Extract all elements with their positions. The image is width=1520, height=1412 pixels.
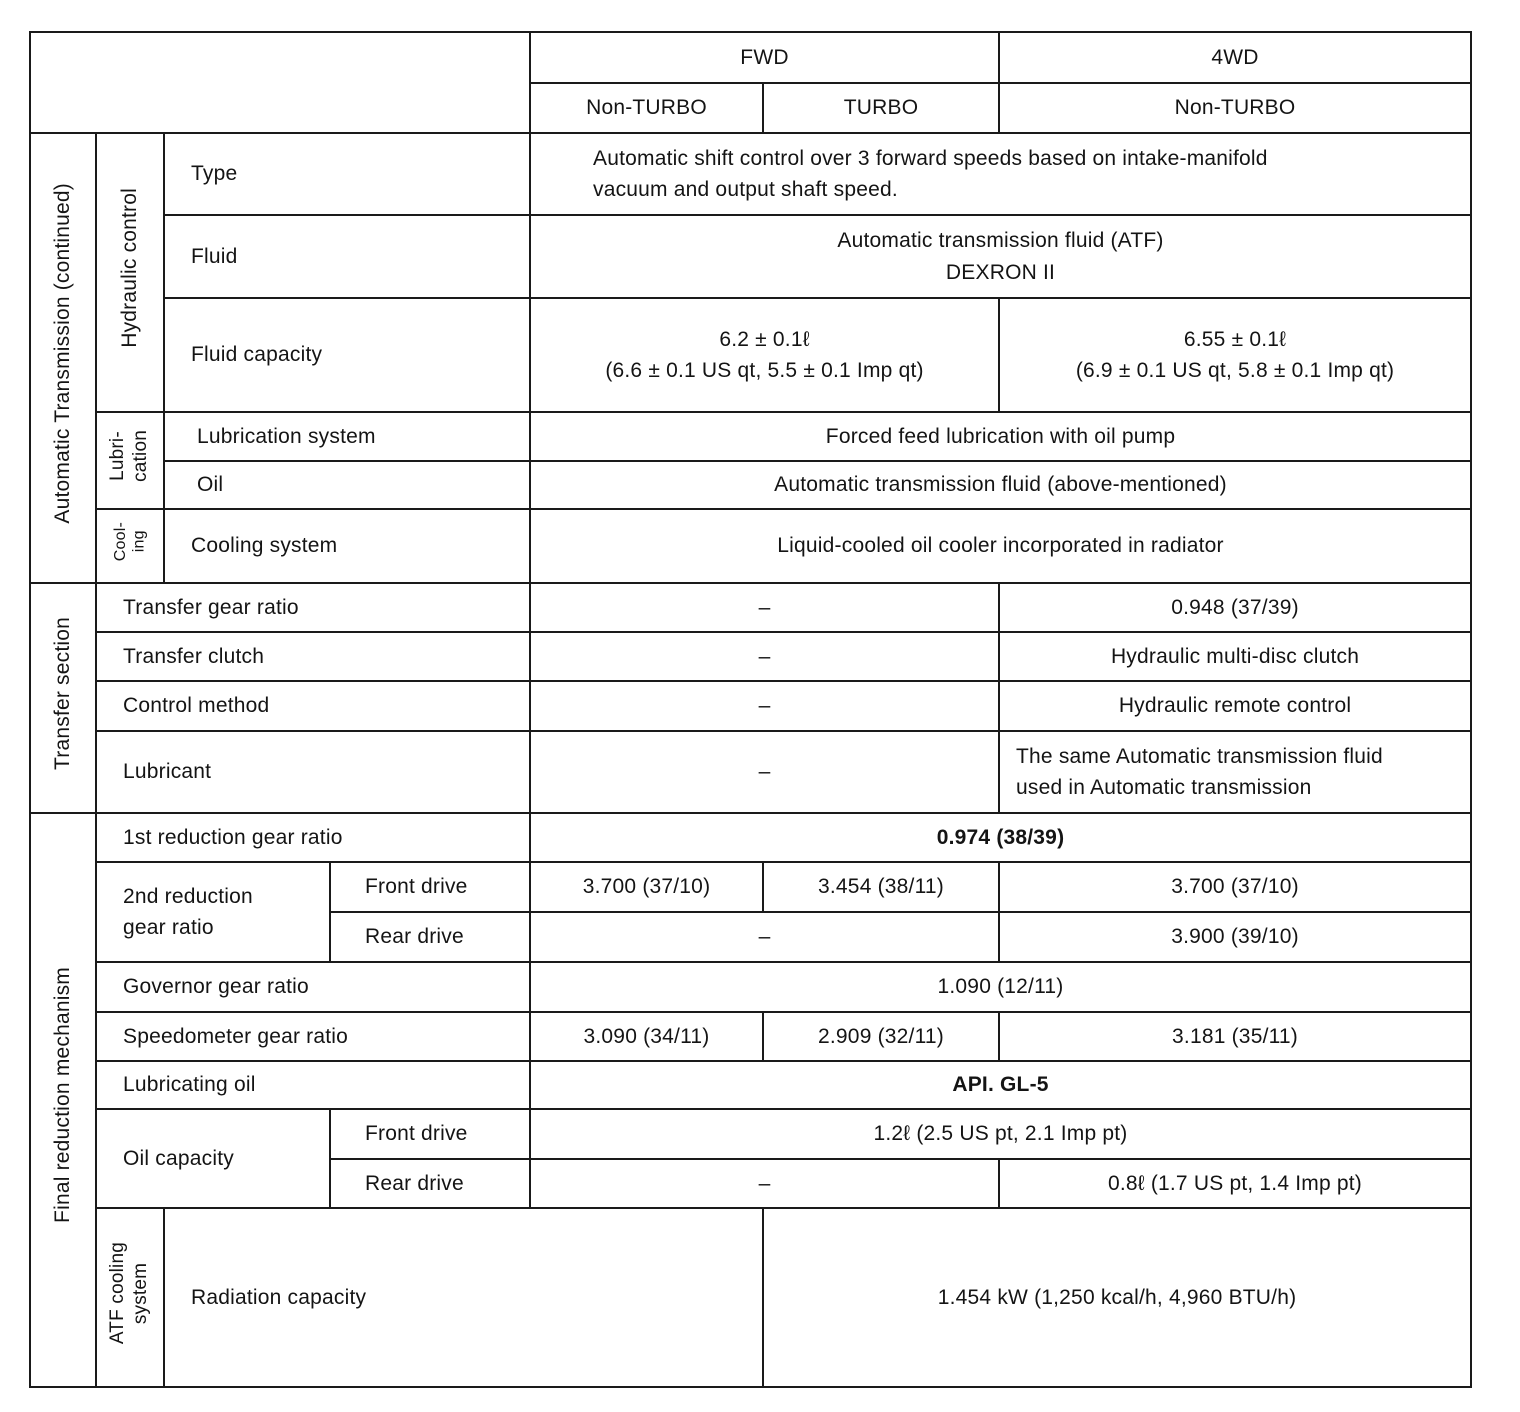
transfer-gear-ratio-fwd: – — [530, 583, 999, 632]
oil-label: Oil — [164, 461, 530, 509]
transfer-gear-ratio-4wd: 0.948 (37/39) — [999, 583, 1471, 632]
second-reduction-rear-4wd: 3.900 (39/10) — [999, 912, 1471, 962]
lubrication-system-label: Lubrication system — [164, 412, 530, 461]
transfer-clutch-4wd: Hydraulic multi-disc clutch — [999, 632, 1471, 681]
group-automatic-transmission — [30, 133, 96, 583]
fluid-capacity-4wd — [999, 298, 1471, 412]
group-hydraulic-control-label: Hydraulic control — [117, 187, 141, 348]
second-reduction-label-line2: gear ratio — [123, 916, 214, 939]
group-transfer-section — [30, 583, 96, 813]
row-second-reduction-front — [30, 862, 1471, 912]
oil-capacity-front-value: 1.2ℓ (2.5 US pt, 2.1 Imp pt) — [530, 1109, 1471, 1159]
second-reduction-front-turbo: 3.454 (38/11) — [763, 862, 999, 912]
lubricating-oil-value: API. GL-5 — [530, 1061, 1471, 1109]
fluid-capacity-fwd-line1: 6.2 ± 0.1ℓ — [719, 327, 810, 351]
group-cooling-label-a: Cool- — [111, 521, 129, 561]
group-atf-cooling-label-a: ATF cooling — [107, 1241, 129, 1344]
type-value-line1: Automatic shift control over 3 forward speeds based on intake-manifold — [593, 146, 1268, 170]
row-lubricating-oil — [30, 1061, 1471, 1109]
fluid-capacity-fwd-line2: (6.6 ± 0.1 US qt, 5.5 ± 0.1 Imp qt) — [605, 359, 924, 382]
row-type — [30, 133, 1471, 215]
radiation-capacity-label: Radiation capacity — [164, 1208, 763, 1387]
row-control-method — [30, 681, 1471, 731]
row-oil-capacity-front — [30, 1109, 1471, 1159]
header-fwd-turbo: TURBO — [763, 83, 999, 133]
oil-capacity-rear-4wd: 0.8ℓ (1.7 US pt, 1.4 Imp pt) — [999, 1159, 1471, 1208]
row-speedometer — [30, 1012, 1471, 1061]
governor-value: 1.090 (12/11) — [530, 962, 1471, 1012]
second-reduction-label — [96, 862, 330, 962]
row-radiation-capacity — [30, 1208, 1471, 1387]
row-transfer-gear-ratio — [30, 583, 1471, 632]
group-transfer-section-label: Transfer section — [50, 616, 74, 770]
speedometer-nonturbo: 3.090 (34/11) — [530, 1012, 763, 1061]
row-cooling-system — [30, 509, 1471, 583]
control-method-label: Control method — [96, 681, 530, 731]
header-fwd-non-turbo: Non-TURBO — [530, 83, 763, 133]
group-hydraulic-control — [96, 133, 164, 412]
oil-value: Automatic transmission fluid (above-mentioned) — [530, 461, 1471, 509]
speedometer-4wd: 3.181 (35/11) — [999, 1012, 1471, 1061]
lubricant-fwd: – — [530, 731, 999, 813]
oil-capacity-rear-label: Rear drive — [330, 1159, 530, 1208]
group-lubrication — [96, 412, 164, 509]
second-reduction-front-nonturbo: 3.700 (37/10) — [530, 862, 763, 912]
type-label: Type — [164, 133, 530, 215]
type-value-line2: vacuum and output shaft speed. — [593, 178, 898, 201]
control-method-fwd: – — [530, 681, 999, 731]
header-fwd: FWD — [530, 32, 999, 83]
cooling-system-value: Liquid-cooled oil cooler incorporated in radiator — [530, 509, 1471, 583]
speedometer-label: Speedometer gear ratio — [96, 1012, 530, 1061]
oil-capacity-rear-fwd: – — [530, 1159, 999, 1208]
group-cooling-label — [112, 522, 149, 561]
lubricant-4wd-line1: The same Automatic transmission fluid — [1016, 744, 1383, 768]
fluid-value-line1: Automatic transmission fluid (ATF) — [837, 229, 1164, 252]
group-atf-cooling — [96, 1208, 164, 1387]
lubricating-oil-label: Lubricating oil — [96, 1061, 530, 1109]
lubrication-system-value: Forced feed lubrication with oil pump — [530, 412, 1471, 461]
transfer-gear-ratio-label: Transfer gear ratio — [96, 583, 530, 632]
row-governor — [30, 962, 1471, 1012]
oil-capacity-front-label: Front drive — [330, 1109, 530, 1159]
spec-table — [29, 31, 1472, 1388]
fluid-label: Fluid — [164, 215, 530, 298]
header-corner — [30, 32, 530, 133]
radiation-capacity-value: 1.454 kW (1,250 kcal/h, 4,960 BTU/h) — [763, 1208, 1471, 1387]
group-cooling — [96, 509, 164, 583]
group-lubrication-label — [107, 430, 153, 482]
header-4wd-non-turbo: Non-TURBO — [999, 83, 1471, 133]
control-method-4wd: Hydraulic remote control — [999, 681, 1471, 731]
second-reduction-front-4wd: 3.700 (37/10) — [999, 862, 1471, 912]
header-4wd: 4WD — [999, 32, 1471, 83]
second-reduction-front-label: Front drive — [330, 862, 530, 912]
row-lubricant — [30, 731, 1471, 813]
governor-label: Governor gear ratio — [96, 962, 530, 1012]
group-final-reduction-label: Final reduction mechanism — [50, 967, 74, 1224]
transfer-clutch-label: Transfer clutch — [96, 632, 530, 681]
type-value — [530, 133, 1471, 215]
first-reduction-label: 1st reduction gear ratio — [96, 813, 530, 862]
second-reduction-rear-label: Rear drive — [330, 912, 530, 962]
group-lubrication-label-b: cation — [130, 429, 151, 482]
group-lubrication-label-a: Lubri- — [107, 430, 129, 481]
oil-capacity-label: Oil capacity — [96, 1109, 330, 1208]
row-first-reduction — [30, 813, 1471, 862]
fluid-capacity-4wd-line2: (6.9 ± 0.1 US qt, 5.8 ± 0.1 Imp qt) — [1075, 359, 1395, 382]
lubricant-4wd-line2: used in Automatic transmission — [1016, 776, 1312, 799]
fluid-capacity-4wd-line1: 6.55 ± 0.1ℓ — [1183, 327, 1287, 351]
header-row-drive — [30, 32, 1471, 83]
row-lubrication-system — [30, 412, 1471, 461]
row-oil — [30, 461, 1471, 509]
group-atf-cooling-label — [107, 1242, 153, 1344]
transfer-clutch-fwd: – — [530, 632, 999, 681]
first-reduction-value: 0.974 (38/39) — [530, 813, 1471, 862]
group-final-reduction — [30, 813, 96, 1387]
fluid-capacity-fwd — [530, 298, 999, 412]
fluid-value-line2: DEXRON II — [945, 260, 1056, 284]
speedometer-turbo: 2.909 (32/11) — [763, 1012, 999, 1061]
row-fluid — [30, 215, 1471, 298]
row-fluid-capacity — [30, 298, 1471, 412]
fluid-value — [530, 215, 1471, 298]
group-automatic-transmission-label: Automatic Transmission (continued) — [50, 182, 74, 524]
second-reduction-label-line1: 2nd reduction — [123, 884, 253, 908]
row-transfer-clutch — [30, 632, 1471, 681]
lubricant-label: Lubricant — [96, 731, 530, 813]
lubricant-4wd — [999, 731, 1471, 813]
group-cooling-label-b: ing — [130, 530, 147, 553]
second-reduction-rear-fwd: – — [530, 912, 999, 962]
group-atf-cooling-label-b: system — [130, 1262, 151, 1324]
fluid-capacity-label: Fluid capacity — [164, 298, 530, 412]
cooling-system-label: Cooling system — [164, 509, 530, 583]
